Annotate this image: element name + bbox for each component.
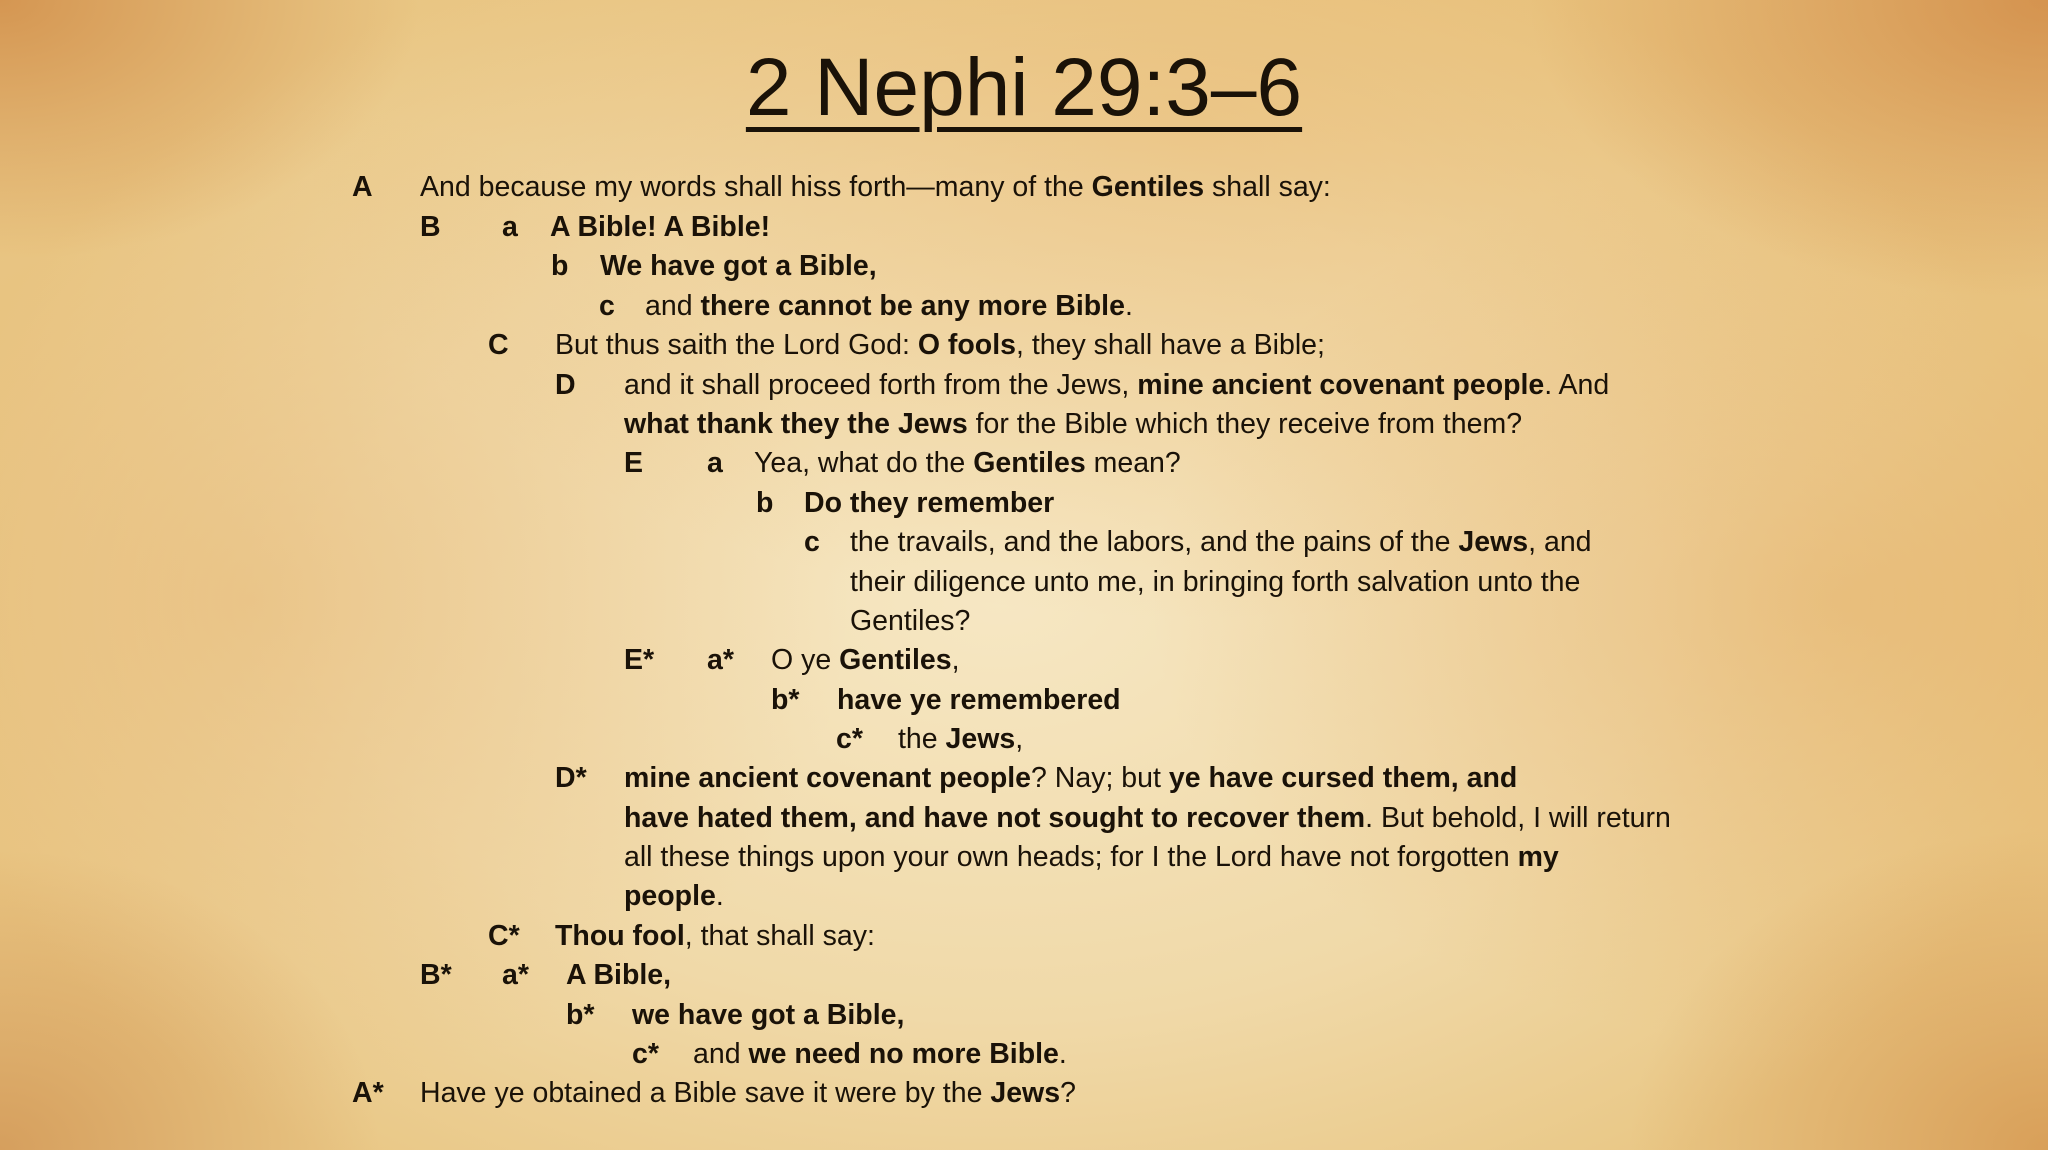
line-label: D [555,369,576,401]
line-sublabel: a* [707,644,734,676]
line-label: C* [488,920,520,952]
line-label: c* [632,1038,659,1070]
line-text: Yea, what do the Gentiles mean? [754,447,1181,479]
line-text: and it shall proceed forth from the Jews, mine ancient covenant people. And [624,369,1610,401]
line-label: E [624,447,644,479]
line-label: E* [624,644,655,676]
line-sublabel: a [502,211,518,243]
line-text: and we need no more Bible. [693,1038,1067,1070]
line-label: D* [555,762,587,794]
line-text: But thus saith the Lord God: O fools, they shall have a Bible; [555,329,1325,361]
line-text: And because my words shall hiss forth—many of the Gentiles shall say: [420,171,1331,203]
line-text: their diligence unto me, in bringing forth salvation unto the [850,566,1581,598]
line-text: A Bible, [566,959,672,991]
line-sublabel: a* [502,959,529,991]
line-text: have ye remembered [837,684,1121,716]
line-label: b* [771,684,800,716]
line-text: have hated them, and have not sought to recover them. But behold, I will return [624,802,1671,834]
line-text: mine ancient covenant people? Nay; but ye have cursed them, and [624,762,1518,794]
line-text: what thank they the Jews for the Bible which they receive from them? [624,408,1523,440]
line-text: Have ye obtained a Bible save it were by the Jews? [420,1077,1076,1109]
line-label: c [804,526,820,558]
line-text: the travails, and the labors, and the pains of the Jews, and [850,526,1592,558]
page-title: 2 Nephi 29:3–6 [745,42,1303,133]
line-text: and there cannot be any more Bible. [645,290,1133,322]
line-text: O ye Gentiles, [771,644,960,676]
line-label: B [420,211,441,243]
line-text: Gentiles? [850,605,971,637]
line-text: the Jews, [898,723,1024,755]
line-label: C [488,329,509,361]
line-text: Do they remember [804,487,1055,519]
line-text: people. [624,880,724,912]
line-label: b [756,487,774,519]
line-label: B* [420,959,452,991]
line-label: b [551,250,569,282]
line-text: Thou fool, that shall say: [555,920,875,952]
line-text: all these things upon your own heads; for I the Lord have not forgotten my [624,841,1559,873]
line-text: A Bible! A Bible! [550,211,771,243]
line-label: A* [352,1077,384,1109]
line-label: b* [566,999,595,1031]
line-text: we have got a Bible, [632,999,905,1031]
line-label: A [352,171,373,203]
line-label: c* [836,723,863,755]
line-text: We have got a Bible, [600,250,877,282]
line-sublabel: a [707,447,723,479]
line-label: c [599,290,615,322]
